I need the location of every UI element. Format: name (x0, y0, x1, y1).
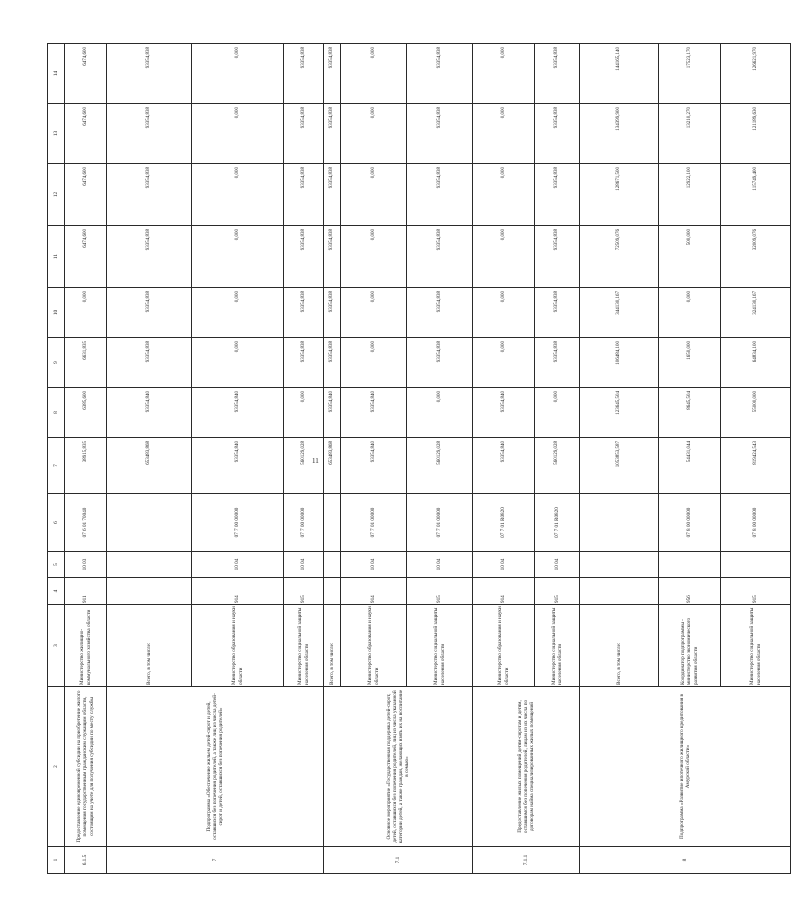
amount-cell: 93354,838 (407, 338, 473, 388)
code-cell: Предоставление жилых помещений детям-сиротам и детям, оставшимся без попечения родителей, лицам из их числа по договорам найма специализированных жилых помещений (473, 687, 580, 847)
code-cell: 07 7 01 R0820 (473, 494, 535, 552)
executor-cell (324, 578, 341, 605)
code-cell: Предоставление единовременной субсидии на приобретение жилого помещения государственным гражданским служащим области, состоящим на учете для получения субсидии по месту службы (65, 687, 107, 847)
amount-cell: 93354,840 (473, 438, 535, 494)
amount-cell: 0,000 (65, 288, 107, 338)
column-header: 9 (48, 338, 65, 388)
amount-cell: 6474,600 (65, 104, 107, 164)
column-header: 7 (48, 438, 65, 494)
column-header: 1 (48, 847, 65, 874)
amount-cell: 0,000 (473, 288, 535, 338)
table-row (324, 44, 341, 874)
amount-cell: 653483,868 (107, 438, 192, 494)
executor-cell: 915 (721, 578, 791, 605)
column-header: 2 (48, 687, 65, 847)
amount-cell: 93354,838 (535, 104, 580, 164)
amount-cell: 93354,838 (324, 338, 341, 388)
amount-cell: 55000,000 (721, 388, 791, 438)
executor-cell: 914 (192, 578, 284, 605)
amount-cell: 93354,840 (341, 388, 407, 438)
program-name-cell: Координатор подпрограммы - министерство экономического развития области (659, 605, 721, 687)
column-header: 8 (48, 388, 65, 438)
amount-cell: 93354,840 (192, 388, 284, 438)
amount-cell: 6631,835 (65, 338, 107, 388)
code-cell: 10 04 (535, 552, 580, 578)
amount-cell: 6474,600 (65, 226, 107, 288)
amount-cell: 144165,140 (580, 44, 659, 104)
program-name-cell: Министерство образования и науки области (192, 605, 284, 687)
program-name-cell: Министерство образования и науки области (341, 605, 407, 687)
amount-cell: 0,000 (341, 288, 407, 338)
column-header: 3 (48, 605, 65, 687)
column-header: 10 (48, 288, 65, 338)
amount-cell: 0,000 (192, 104, 284, 164)
column-header: 14 (48, 44, 65, 104)
amount-cell: 93354,838 (535, 288, 580, 338)
amount-cell: 0,000 (473, 164, 535, 226)
amount-cell: 93354,838 (284, 288, 324, 338)
amount-cell: 344130,167 (580, 288, 659, 338)
code-cell: 07 7 01 00000 (407, 494, 473, 552)
amount-cell: 93354,838 (324, 288, 341, 338)
amount-cell: 93354,838 (407, 288, 473, 338)
amount-cell: 93354,840 (107, 388, 192, 438)
amount-cell: 6385,600 (65, 388, 107, 438)
amount-cell: 93354,838 (324, 164, 341, 226)
amount-cell: 0,000 (535, 388, 580, 438)
amount-cell: 93354,838 (324, 44, 341, 104)
amount-cell: 0,000 (341, 164, 407, 226)
code-cell (659, 552, 721, 578)
amount-cell: 0,000 (473, 226, 535, 288)
amount-cell: 500,000 (659, 226, 721, 288)
amount-cell: 93354,838 (407, 226, 473, 288)
table-row (580, 44, 659, 874)
amount-cell: 93354,840 (341, 438, 407, 494)
program-name-cell: Министерство социальной защиты населения области (721, 605, 791, 687)
amount-cell: 64834,100 (721, 338, 791, 388)
executor-cell: 956 (659, 578, 721, 605)
amount-cell: 93354,838 (324, 104, 341, 164)
column-header: 4 (48, 578, 65, 605)
amount-cell: 0,000 (659, 288, 721, 338)
code-cell (107, 494, 192, 552)
table-row (473, 44, 535, 874)
amount-cell: 93354,838 (535, 226, 580, 288)
amount-cell: 93354,838 (284, 226, 324, 288)
code-cell: 07 7 01 00000 (341, 494, 407, 552)
code-cell: Подпрограмма «Развитие ипотечного жилищного кредитования в Амурской области» (580, 687, 791, 847)
amount-cell: 0,000 (473, 44, 535, 104)
amount-cell: 54431,044 (659, 438, 721, 494)
amount-cell: 8645,504 (659, 388, 721, 438)
budget-table-container (47, 43, 791, 874)
amount-cell: 93354,838 (535, 44, 580, 104)
amount-cell: 560129,028 (407, 438, 473, 494)
amount-cell: 93354,840 (473, 388, 535, 438)
row-number-cell: 7 (107, 847, 324, 874)
program-name-cell: Министерство образования и науки области (473, 605, 535, 687)
column-header: 13 (48, 104, 65, 164)
amount-cell: 126621,970 (721, 44, 791, 104)
amount-cell: 93354,838 (107, 288, 192, 338)
amount-cell: 0,000 (341, 226, 407, 288)
amount-cell: 6474,600 (65, 44, 107, 104)
code-cell: 10 04 (407, 552, 473, 578)
column-header: 5 (48, 552, 65, 578)
amount-cell: 6474,600 (65, 164, 107, 226)
amount-cell: 93354,840 (324, 388, 341, 438)
amount-cell: 0,000 (407, 388, 473, 438)
amount-cell: 0,000 (341, 104, 407, 164)
executor-cell: 914 (473, 578, 535, 605)
executor-cell: 911 (65, 578, 107, 605)
column-header: 12 (48, 164, 65, 226)
code-cell: 10 04 (341, 552, 407, 578)
code-cell (324, 552, 341, 578)
code-cell: 07 7 01 R0820 (535, 494, 580, 552)
code-cell (580, 494, 659, 552)
row-number-cell: 7.1 (324, 847, 473, 874)
column-header: 11 (48, 226, 65, 288)
amount-cell: 93354,838 (107, 44, 192, 104)
amount-cell: 13210,270 (659, 104, 721, 164)
executor-cell (107, 578, 192, 605)
amount-cell: 0,000 (192, 226, 284, 288)
amount-cell: 93354,838 (407, 104, 473, 164)
amount-cell: 121189,630 (721, 104, 791, 164)
amount-cell: 653483,868 (324, 438, 341, 494)
amount-cell: 93354,838 (284, 338, 324, 388)
amount-cell: 93354,838 (535, 338, 580, 388)
table-row (107, 44, 192, 874)
code-cell: 10 04 (192, 552, 284, 578)
amount-cell: 72509,076 (580, 226, 659, 288)
executor-cell: 915 (284, 578, 324, 605)
amount-cell: 38915,835 (65, 438, 107, 494)
program-name-cell: Министерство жилищно-коммунального хозяйства области (65, 605, 107, 687)
program-name-cell: Министерство социальной защиты населения области (535, 605, 580, 687)
code-cell (721, 552, 791, 578)
amount-cell: 93354,838 (407, 164, 473, 226)
amount-cell: 0,000 (473, 104, 535, 164)
amount-cell: 560129,028 (284, 438, 324, 494)
code-cell: Основное мероприятие «Государственная поддержка детей-сирот, детей, оставшихся без попечения родителей, лиц из числа указанной категории детей, а также граждан, желающих взять их на воспитание в семью» (324, 687, 473, 847)
code-cell: 07 8 00 00000 (721, 494, 791, 552)
code-cell: 10 04 (473, 552, 535, 578)
amount-cell: 128671,500 (580, 164, 659, 226)
amount-cell: 93354,838 (324, 226, 341, 288)
executor-cell: 915 (407, 578, 473, 605)
amount-cell: 17523,170 (659, 44, 721, 104)
amount-cell: 115749,400 (721, 164, 791, 226)
amount-cell: 0,000 (341, 338, 407, 388)
code-cell (107, 552, 192, 578)
amount-cell: 134399,900 (580, 104, 659, 164)
amount-cell: 0,000 (192, 338, 284, 388)
table-row (65, 44, 107, 874)
amount-cell: 93354,840 (192, 438, 284, 494)
amount-cell: 32009,076 (721, 226, 791, 288)
amount-cell: 93354,838 (107, 226, 192, 288)
amount-cell: 0,000 (284, 388, 324, 438)
executor-cell: 914 (341, 578, 407, 605)
budget-table (47, 43, 791, 874)
amount-cell: 1650,000 (659, 338, 721, 388)
code-cell: 07 6 01 70040 (65, 494, 107, 552)
amount-cell: 93354,838 (407, 44, 473, 104)
program-name-cell: Всего, в том числе: (107, 605, 192, 687)
column-header: 6 (48, 494, 65, 552)
amount-cell: 0,000 (192, 44, 284, 104)
code-cell (580, 552, 659, 578)
code-cell (324, 494, 341, 552)
program-name-cell: Министерство социальной защиты населения области (407, 605, 473, 687)
code-cell: 07 7 00 00000 (192, 494, 284, 552)
program-name-cell: Министерство социальной защиты населения области (284, 605, 324, 687)
amount-cell: 1053853,587 (580, 438, 659, 494)
amount-cell: 0,000 (192, 164, 284, 226)
code-cell: Подпрограмма «Обеспечение жильем детей-сирот и детей, оставшихся без попечения родителей, а также лиц из числа детей-сирот и детей, оставшихся без попечения родителей» (107, 687, 324, 847)
program-name-cell: Всего, в том числе: (324, 605, 341, 687)
amount-cell: 324130,167 (721, 288, 791, 338)
amount-cell: 93354,838 (284, 104, 324, 164)
code-cell: 07 7 00 00000 (284, 494, 324, 552)
amount-cell: 93354,838 (107, 164, 192, 226)
header-row (48, 44, 65, 874)
amount-cell: 93354,838 (284, 164, 324, 226)
program-name-cell: Всего, в том числе: (580, 605, 659, 687)
executor-cell (580, 578, 659, 605)
amount-cell: 0,000 (473, 338, 535, 388)
amount-cell: 12922,100 (659, 164, 721, 226)
amount-cell: 0,000 (341, 44, 407, 104)
row-number-cell: 7.1.1 (473, 847, 580, 874)
page-number: 11 (312, 457, 319, 465)
amount-cell: 123645,504 (580, 388, 659, 438)
amount-cell: 560129,028 (535, 438, 580, 494)
amount-cell: 93354,838 (107, 104, 192, 164)
amount-cell: 0,000 (192, 288, 284, 338)
amount-cell: 93354,838 (535, 164, 580, 226)
amount-cell: 93354,838 (107, 338, 192, 388)
row-number-cell: 6.1.5 (65, 847, 107, 874)
row-number-cell: 8 (580, 847, 791, 874)
executor-cell: 915 (535, 578, 580, 605)
code-cell: 10 04 (284, 552, 324, 578)
amount-cell: 106484,100 (580, 338, 659, 388)
code-cell: 10 03 (65, 552, 107, 578)
amount-cell: 93354,838 (284, 44, 324, 104)
amount-cell: 819424,543 (721, 438, 791, 494)
code-cell: 07 8 00 00000 (659, 494, 721, 552)
